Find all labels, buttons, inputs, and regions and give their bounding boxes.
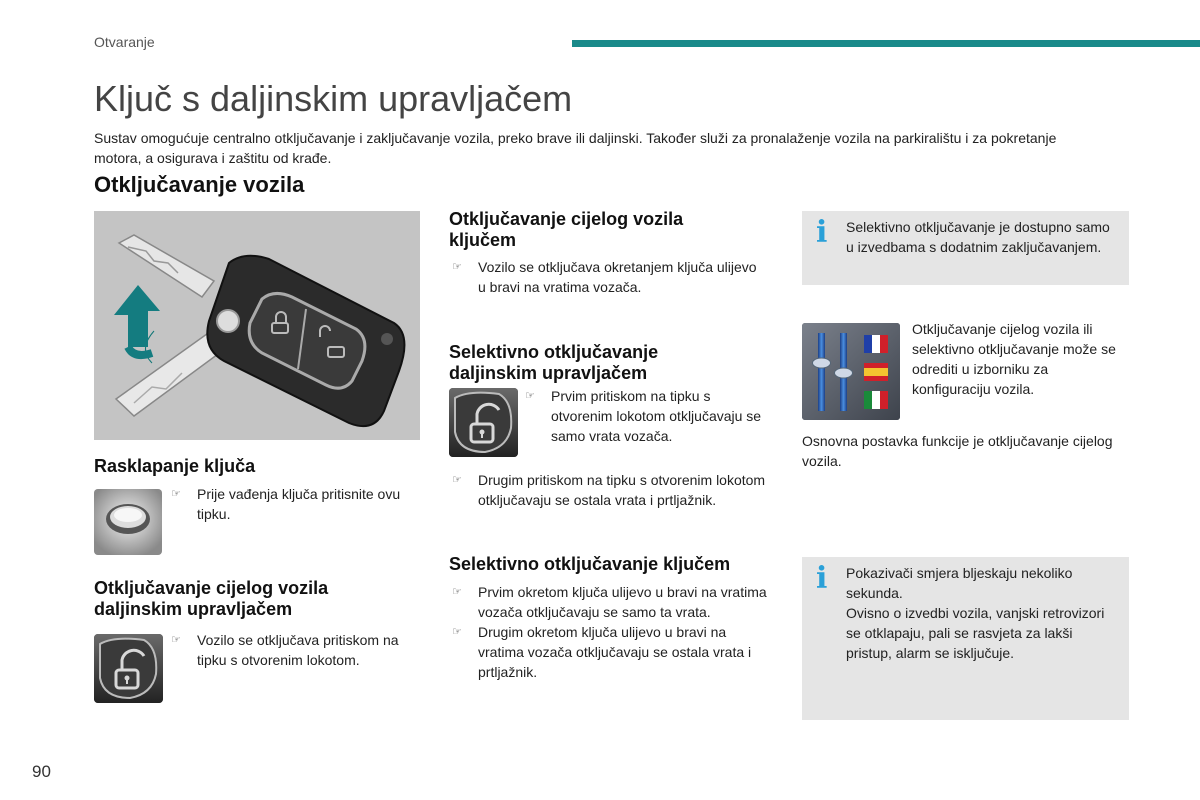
fold-button-icon — [94, 489, 162, 555]
bullet-selective-key-2: Drugim okretom ključa ulijevo u bravi na vratima vozača otključavaju se ostala vrata i prtljažnik. — [478, 624, 752, 680]
bullet-glyph: ☞ — [171, 488, 181, 500]
heading-line-1: Otključavanje cijelog vozila — [94, 578, 329, 598]
unlock-button-icon — [449, 388, 518, 457]
bullet-fold: Prije vađenja ključa pritisnite ovu tipku. — [197, 486, 401, 522]
bullet-selective-remote-1: Prvim pritiskom na tipku s otvorenim lokotom otključavaju se samo vrata vozača. — [551, 388, 762, 444]
heading-fold-key: Rasklapanje ključa — [94, 456, 256, 476]
bullet-remote: Vozilo se otključava pritiskom na tipku s otvorenim lokotom. — [197, 632, 399, 668]
header-rule — [572, 40, 1200, 47]
bullet-glyph: ☞ — [452, 261, 462, 273]
heading-selective-remote — [449, 342, 658, 384]
key-fob-image — [94, 211, 420, 440]
bullet-glyph: ☞ — [171, 634, 181, 646]
heading-remote-unlock-all — [94, 578, 328, 620]
heading-line-1: Otključavanje cijelog vozila — [449, 209, 684, 229]
info-icon: i — [816, 215, 828, 250]
info-note-1-text: Selektivno otključavanje je dostupno samo u izvedbama s dodatnim zaključavanjem. — [846, 219, 1110, 255]
info-icon: i — [816, 561, 828, 596]
bullet-selective-key-1: Prvim okretom ključa ulijevo u bravi na vratima vozača otključavaju se samo ta vrata. — [478, 584, 767, 620]
bullet-glyph: ☞ — [452, 626, 462, 638]
heading-line-2: daljinskim upravljačem — [94, 599, 293, 619]
bullet-selective-remote-2: Drugim pritiskom na tipku s otvorenim lokotom otključavaju se ostala vrata i prtljažnik. — [478, 472, 766, 508]
intro-paragraph: Sustav omogućuje centralno otključavanje i zaključavanje vozila, preko brave ili daljinski. Također služi za pronalaženje vozila na parkiralištu i za pokretanje motora, a osigurava i zaštitu od krađe. — [94, 130, 1057, 166]
info-note-2 — [802, 557, 1129, 720]
bullet-glyph: ☞ — [452, 474, 462, 486]
bullet-glyph: ☞ — [452, 586, 462, 598]
heading-line-2: daljinskim upravljačem — [449, 363, 648, 383]
heading-selective-key: Selektivno otključavanje ključem — [449, 554, 731, 574]
config-text: Otključavanje cijelog vozila ili selektivno otključavanje može se odrediti u izborniku za konfiguraciju vozila. — [912, 321, 1116, 397]
bullet-glyph: ☞ — [525, 390, 535, 402]
main-heading: Otključavanje vozila — [94, 172, 305, 197]
page-number: 90 — [32, 762, 51, 781]
heading-key-unlock-all — [449, 209, 683, 251]
heading-line-1: Selektivno otključavanje — [449, 342, 659, 362]
page-title: Ključ s daljinskim upravljačem — [94, 78, 573, 119]
info-note-2-text: Pokazivači smjera bljeskaju nekoliko sekunda. Ovisno o izvedbi vozila, vanjski retrovizori se otklapaju, pali se rasvjeta za lakši pristup, alarm se isključuje. — [846, 565, 1105, 661]
unlock-button-icon — [94, 634, 163, 703]
section-label: Otvaranje — [94, 34, 155, 50]
default-setting-text: Osnovna postavka funkcije je otključavanje cijelog vozila. — [802, 433, 1113, 469]
key-fob-illustration — [94, 211, 420, 440]
info-note-1 — [802, 211, 1129, 285]
bullet-key: Vozilo se otključava okretanjem ključa ulijevo u bravi na vratima vozača. — [478, 259, 757, 295]
heading-line-2: ključem — [449, 230, 517, 250]
config-menu-icon — [802, 323, 900, 420]
